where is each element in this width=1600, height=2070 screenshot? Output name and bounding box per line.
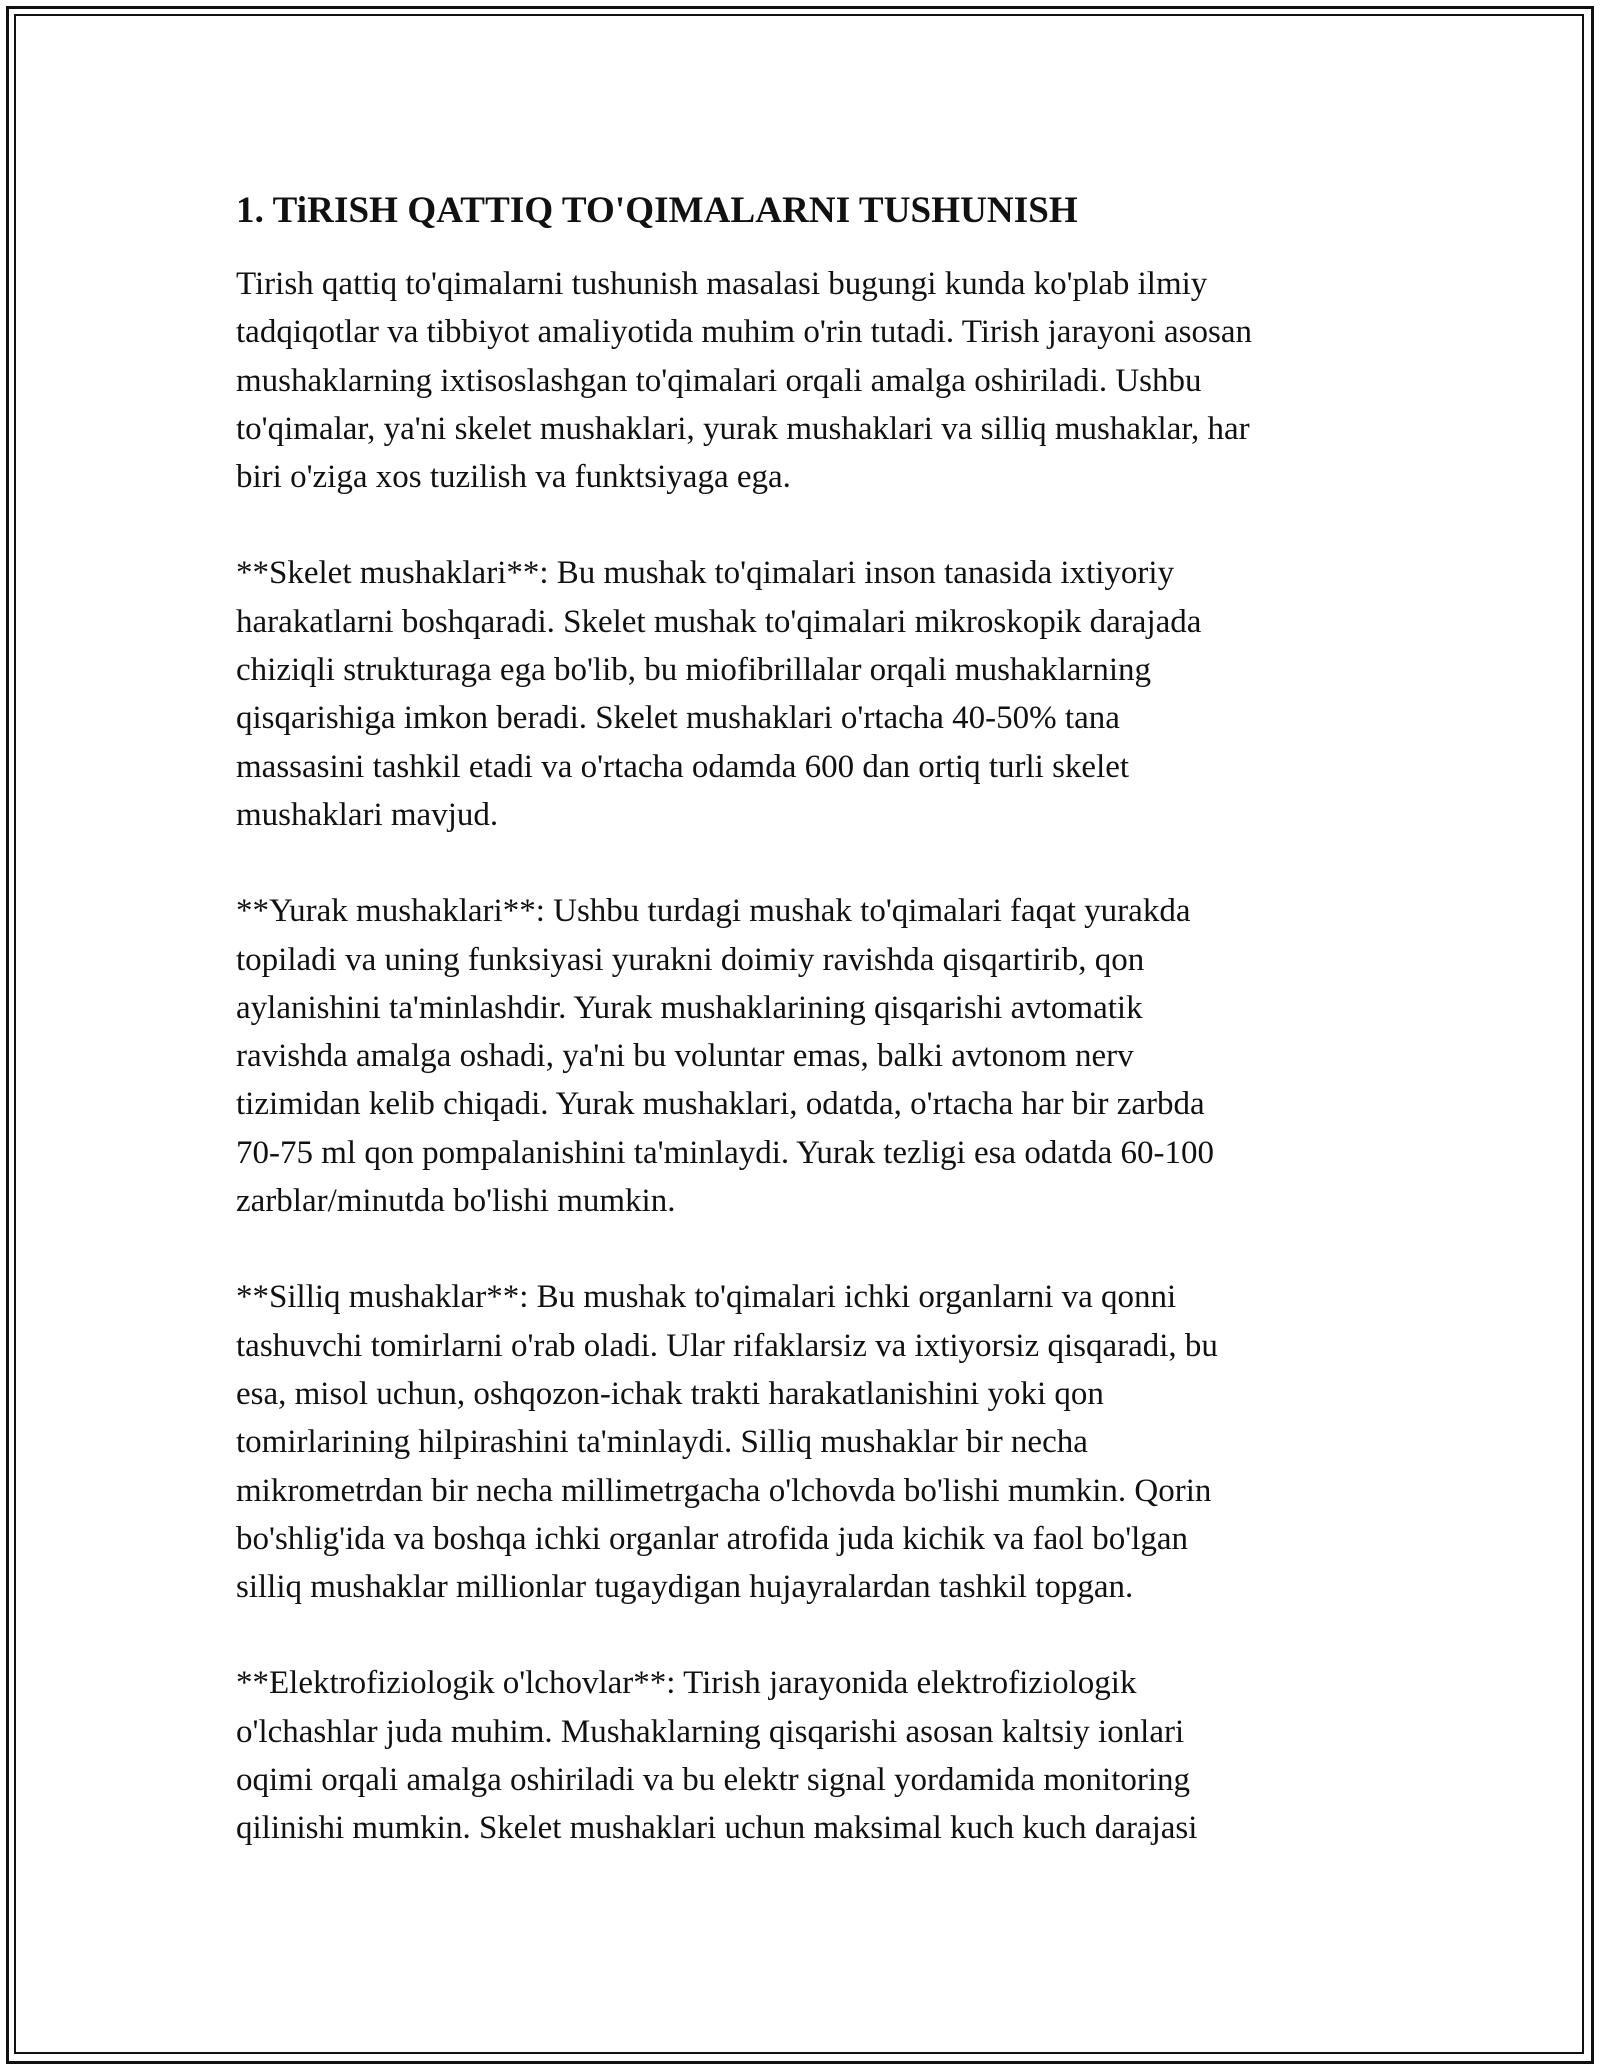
paragraph-line: Tirish qattiq to'qimalarni tushunish masalasi bugungi kunda ko'plab ilmiy (236, 266, 1208, 302)
paragraph-line: silliq mushaklar millionlar tugaydigan hujayralardan tashkil topgan. (236, 1569, 1134, 1606)
paragraph-line: mushaklari mavjud. (236, 796, 499, 833)
paragraph-line: **Elektrofiziologik o'lchovlar**: Tirish jarayonida elektrofiziologik (236, 1665, 1137, 1702)
paragraph-line: tizimidan kelib chiqadi. Yurak mushaklari, odatda, o'rtacha har bir zarbda (236, 1086, 1205, 1123)
paragraph-line: tomirlarining hilpirashini ta'minlaydi. Silliq mushaklar bir necha (236, 1424, 1088, 1461)
intro-paragraph (236, 260, 1386, 501)
skeletal-muscle-paragraph (236, 549, 1386, 839)
document-body (236, 186, 1386, 1901)
cardiac-muscle-paragraph (236, 887, 1386, 1225)
paragraph-line: tadqiqotlar va tibbiyot amaliyotida muhim o'rin tutadi. Tirish jarayoni asosan (236, 314, 1252, 351)
paragraph-line: **Silliq mushaklar**: Bu mushak to'qimalari ichki organlarni va qonni (236, 1279, 1177, 1316)
paragraph-line: topiladi va uning funksiyasi yurakni doimiy ravishda qisqartirib, qon (236, 941, 1145, 978)
paragraph-line: chiziqli strukturaga ega bo'lib, bu miofibrillalar orqali mushaklarning (236, 652, 1152, 689)
paragraph-line: qisqarishiga imkon beradi. Skelet mushaklari o'rtacha 40-50% tana (236, 700, 1120, 737)
paragraph-line: zarblar/minutda bo'lishi mumkin. (236, 1183, 676, 1220)
electrophysiology-paragraph (236, 1659, 1386, 1852)
paragraph-line: biri o'ziga xos tuzilish va funktsiyaga ega. (236, 459, 791, 496)
paragraph-line: tashuvchi tomirlarni o'rab oladi. Ular rifaklarsiz va ixtiyorsiz qisqaradi, bu (236, 1327, 1218, 1364)
paragraph-line: aylanishini ta'minlashdir. Yurak mushaklarining qisqarishi avtomatik (236, 989, 1143, 1026)
paragraph-line: **Skelet mushaklari**: Bu mushak to'qimalari inson tanasida ixtiyoriy (236, 555, 1175, 592)
paragraph-line: 70-75 ml qon pompalanishini ta'minlaydi. Yurak tezligi esa odatda 60-100 (236, 1134, 1215, 1171)
paragraph-line: oqimi orqali amalga oshiriladi va bu elektr signal yordamida monitoring (236, 1762, 1191, 1799)
paragraph-line: qilinishi mumkin. Skelet mushaklari uchun maksimal kuch kuch darajasi (236, 1810, 1198, 1847)
paragraph-line: massasini tashkil etadi va o'rtacha odamda 600 dan ortiq turli skelet (236, 748, 1130, 785)
section-heading: 1. TiRISH QATTIQ TO'QIMALARNI TUSHUNISH (236, 190, 1078, 231)
paragraph-line: ravishda amalga oshadi, ya'ni bu voluntar emas, balki avtonom nerv (236, 1038, 1134, 1075)
paragraph-line: mikrometrdan bir necha millimetrgacha o'lchovda bo'lishi mumkin. Qorin (236, 1472, 1212, 1509)
paragraph-line: mushaklarning ixtisoslashgan to'qimalari orqali amalga oshiriladi. Ushbu (236, 362, 1202, 399)
paragraph-line: **Yurak mushaklari**: Ushbu turdagi mushak to'qimalari faqat yurakda (236, 893, 1191, 930)
paragraph-line: to'qimalar, ya'ni skelet mushaklari, yurak mushaklari va silliq mushaklar, har (236, 410, 1250, 447)
paragraph-line: esa, misol uchun, oshqozon-ichak trakti harakatlanishini yoki qon (236, 1375, 1104, 1412)
paragraph-line: harakatlarni boshqaradi. Skelet mushak to'qimalari mikroskopik darajada (236, 603, 1202, 640)
paragraph-line: o'lchashlar juda muhim. Mushaklarning qisqarishi asosan kaltsiy ionlari (236, 1713, 1185, 1750)
smooth-muscle-paragraph (236, 1273, 1386, 1611)
paragraph-line: bo'shlig'ida va boshqa ichki organlar atrofida juda kichik va faol bo'lgan (236, 1520, 1188, 1557)
